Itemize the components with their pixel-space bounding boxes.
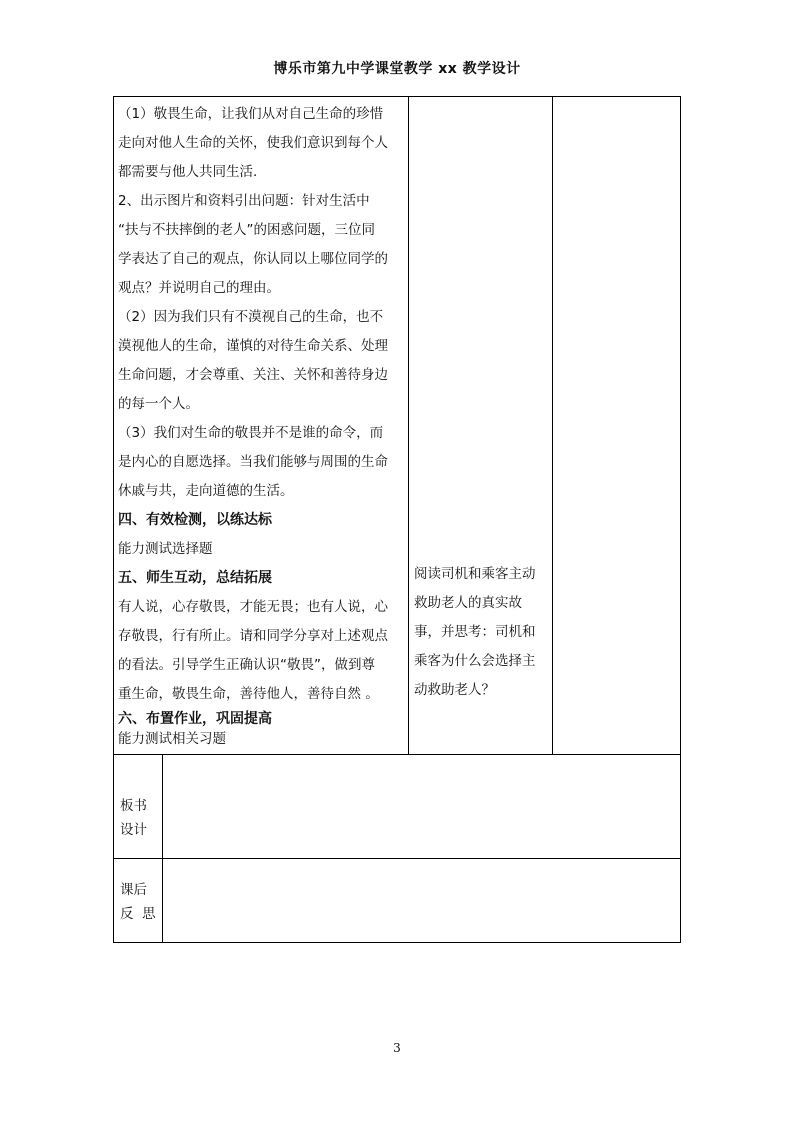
reflection-label-line2: 反 思 xyxy=(120,906,156,922)
activity-line: 救助老人的真实故 xyxy=(414,595,522,611)
table-top-border xyxy=(113,96,681,97)
row-divider-1 xyxy=(113,754,681,755)
section-heading-4: 四、有效检测，以练达标 xyxy=(118,512,272,528)
table-right-border xyxy=(680,96,681,943)
section-body-4: 能力测试选择题 xyxy=(118,541,213,557)
page-title: 博乐市第九中学课堂教学 xx 教学设计 xyxy=(273,61,521,77)
row-divider-2 xyxy=(113,858,681,859)
reflection-label-line1: 课后 xyxy=(120,882,147,898)
section-heading-5: 五、师生互动，总结拓展 xyxy=(118,570,272,586)
board-design-label-line1: 板书 xyxy=(120,798,147,814)
content-line: 的每一个人。 xyxy=(118,396,199,412)
content-line: （2）因为我们只有不漠视自己的生命，也不 xyxy=(118,309,384,325)
content-line: 走向对他人生命的关怀，使我们意识到每个人 xyxy=(118,135,388,151)
content-line: 生命问题，才会尊重、关注、关怀和善待身边 xyxy=(118,367,388,383)
content-line: 2、出示图片和资料引出问题：针对生活中 xyxy=(118,193,370,209)
section-line-5: 的看法。引导学生正确认识“敬畏”，做到尊 xyxy=(118,657,375,673)
reflection-label xyxy=(120,878,156,926)
content-line: 休戚与共，走向道德的生活。 xyxy=(118,483,294,499)
content-line: 学表达了自己的观点，你认同以上哪位同学的 xyxy=(118,251,388,267)
column-divider-1 xyxy=(408,96,409,755)
column-divider-2 xyxy=(552,96,553,755)
activity-line: 事，并思考：司机和 xyxy=(414,624,536,640)
content-line: 都需要与他人共同生活. xyxy=(118,164,258,180)
content-line: “扶与不扶摔倒的老人”的困惑问题，三位同 xyxy=(118,222,375,238)
content-line: （3）我们对生命的敬畏并不是谁的命令，而 xyxy=(118,425,384,441)
page-number: 3 xyxy=(393,1041,401,1055)
activity-line: 乘客为什么会选择主 xyxy=(414,653,536,669)
content-line: 观点？并说明自己的理由。 xyxy=(118,280,280,296)
table-left-border xyxy=(113,96,114,943)
reflection-content xyxy=(168,864,674,936)
section-line-5: 重生命，敬畏生命，善待他人，善待自然 。 xyxy=(118,686,379,702)
table-bottom-border xyxy=(113,942,681,943)
label-column-divider xyxy=(162,754,163,943)
design-intent-cell xyxy=(556,100,676,750)
section-line-5: 有人说，心存敬畏，才能无畏；也有人说，心 xyxy=(118,599,388,615)
board-design-label xyxy=(120,794,147,842)
section-body-6: 能力测试相关习题 xyxy=(118,731,226,747)
section-heading-6: 六、布置作业，巩固提高 xyxy=(118,711,272,727)
section-line-5: 存敬畏，行有所止。请和同学分享对上述观点 xyxy=(118,628,388,644)
content-line: 漠视他人的生命，谨慎的对待生命关系、处理 xyxy=(118,338,388,354)
board-design-content xyxy=(168,760,674,852)
teaching-process-cell xyxy=(118,100,406,749)
activity-line: 阅读司机和乘客主动 xyxy=(414,566,536,582)
activity-line: 动救助老人？ xyxy=(414,682,495,698)
student-activity-cell xyxy=(414,560,546,705)
board-design-label-line2: 设计 xyxy=(120,822,147,838)
content-line: （1）敬畏生命，让我们从对自己生命的珍惜 xyxy=(118,106,384,122)
content-line: 是内心的自愿选择。当我们能够与周围的生命 xyxy=(118,454,388,470)
